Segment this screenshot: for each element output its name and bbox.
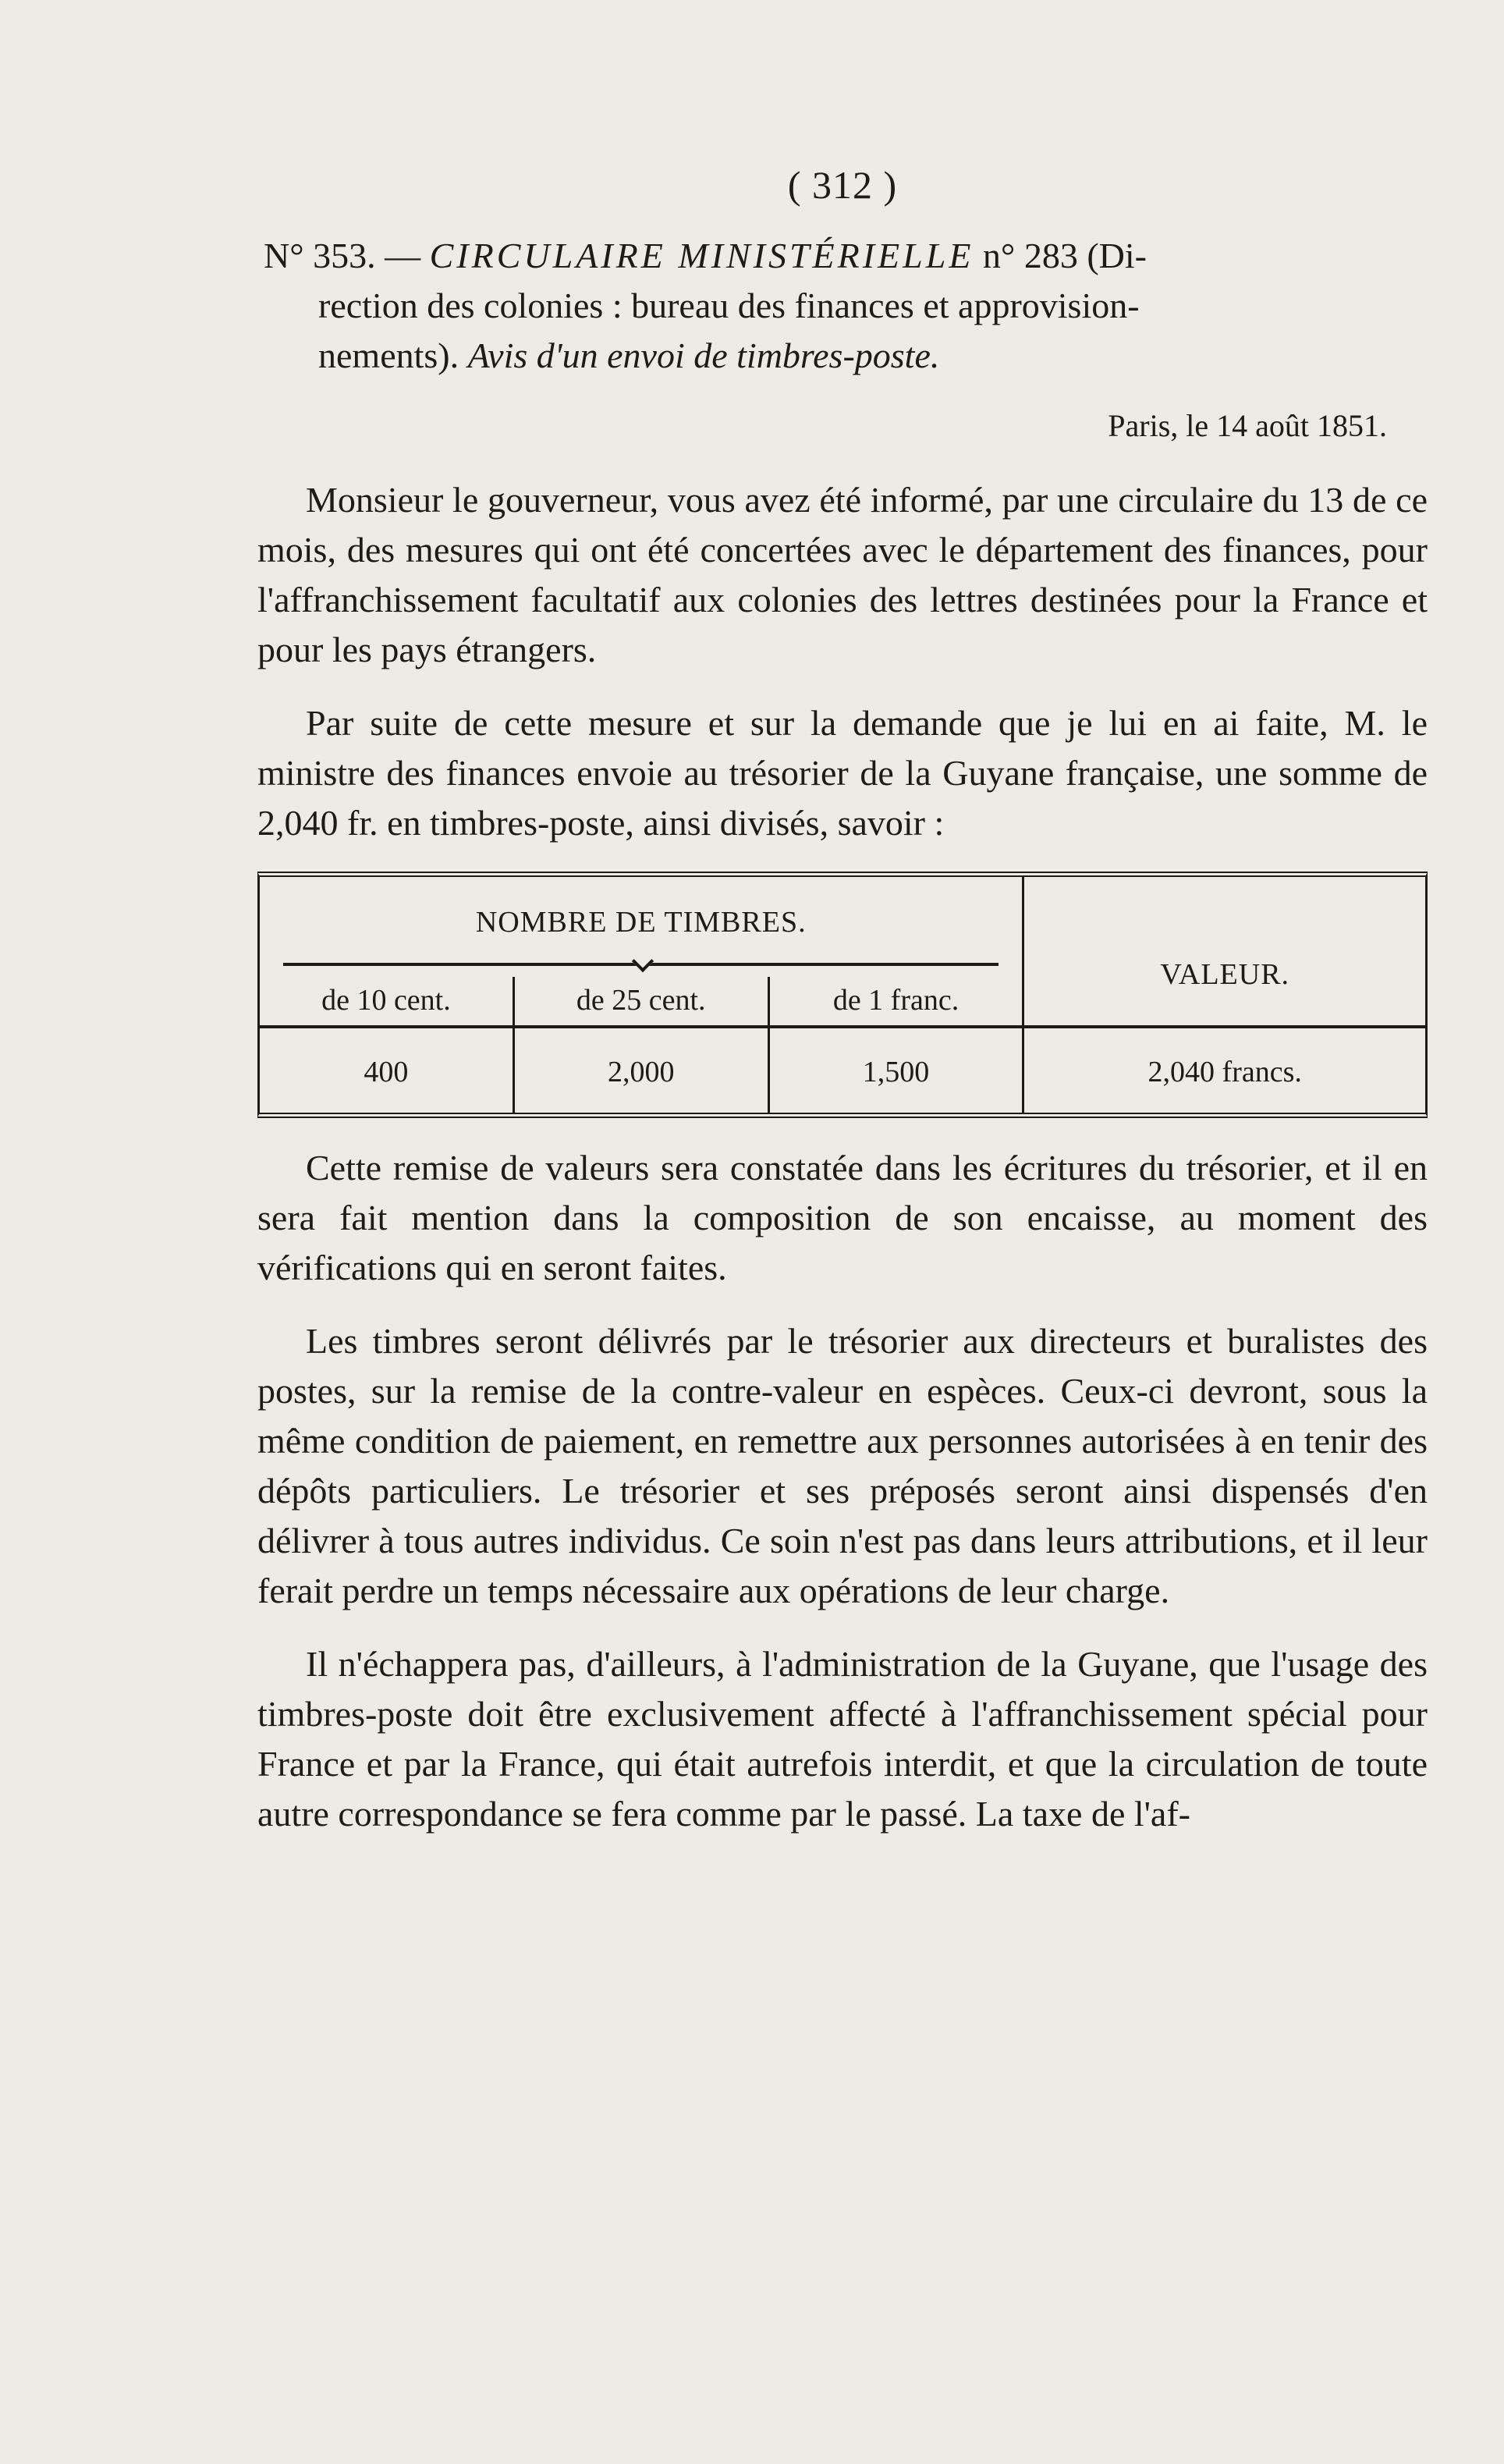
page-content [257,162,1428,1862]
table-column-header: de 25 cent. [515,977,770,1028]
table-cell: 2,000 [515,1028,770,1113]
circular-direction-tail: nements). [318,336,459,375]
paragraph-3: Cette remise de valeurs sera constatée dans les écritures du trésorier, et il en sera fait mention dans la composition de son encaisse, au moment des vérifications qui en seront faites. [257,1148,1428,1287]
stamps-table [257,872,1428,1118]
page-number: ( 312 ) [787,163,898,207]
table-group-header [260,877,1024,977]
circular-direction-end [257,331,1428,381]
table-column-header: de 10 cent. [260,977,515,1028]
circular-title: CIRCULAIRE MINISTÉRIELLE [429,236,974,275]
paragraph-5: Il n'échappera pas, d'ailleurs, à l'administration de la Guyane, que l'usage des timbres-poste doit être exclusivement affecté à l'affranchissement spécial pour France et par la France, qui était autrefois interdit, et que la circulation de toute autre correspondance se fera comme par le passé. La taxe de l'af- [257,1644,1428,1834]
circular-subject: Avis d'un envoi de timbres-poste. [467,336,940,375]
circular-number: N° 353. — [264,236,421,275]
brace-icon [283,960,999,967]
table-value-header: VALEUR. [1024,877,1425,1028]
paragraph-2: Par suite de cette mesure et sur la demande que je lui en ai faite, M. le ministre des finances envoie au trésorier de la Guyane française, une somme de 2,040 fr. en timbres-poste, ainsi divisés, savoir : [257,703,1428,843]
table-cell: 1,500 [770,1028,1025,1113]
table-group-header-label: NOMBRE DE TIMBRES. [475,906,807,939]
paragraph-1: Monsieur le gouverneur, vous avez été informé, par une circulaire du 13 de ce mois, des mesures qui ont été concertées avec le département des finances, pour l'affranchissement facultatif aux colonies des lettres destinées pour la France et pour les pays étrangers. [257,480,1428,669]
circular-heading [257,231,1428,381]
circular-direction-start: (Di- [1087,236,1147,275]
dateline: Paris, le 14 août 1851. [1108,408,1387,443]
circular-ref: n° 283 [982,236,1078,275]
table-cell-total: 2,040 francs. [1148,1056,1302,1088]
table-column-header: de 1 franc. [770,977,1025,1028]
circular-direction: rection des colonies : bureau des finances et approvision- [318,286,1140,325]
table-cell: 400 [260,1028,515,1113]
paragraph-4: Les timbres seront délivrés par le trésorier aux directeurs et buralistes des postes, sur la remise de la contre-valeur en espèces. Ceux-ci devront, sous la même condition de paiement, en remettre aux personnes autorisées à en tenir des dépôts particuliers. Le trésorier et ses préposés seront ainsi dispensés d'en délivrer à tous autres individus. Ce soin n'est pas dans leurs attributions, et il leur ferait perdre un temps nécessaire aux opérations de leur charge. [257,1321,1428,1610]
